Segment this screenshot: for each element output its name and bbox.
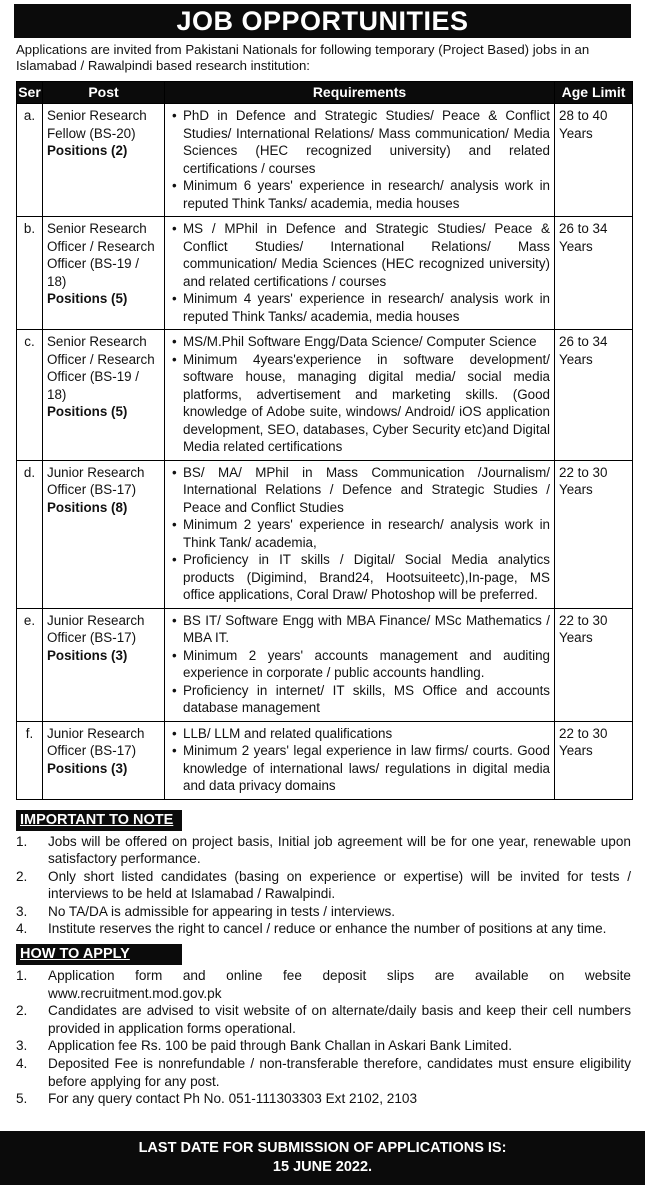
table-row	[17, 608, 633, 721]
row-post	[43, 104, 165, 217]
post-positions: Positions (3)	[47, 760, 128, 776]
post-title: Junior Research Officer (BS-17)	[47, 612, 145, 645]
row-requirements	[165, 217, 555, 330]
requirement-item: • MS/M.Phil Software Engg/Data Science/ Computer Science	[183, 333, 550, 351]
list-number: 4.	[16, 1056, 28, 1072]
list-text: Candidates are advised to visit website of on alternate/daily basis and keep their cell numbers provided in application forms operational.	[48, 1003, 631, 1036]
list-item	[16, 868, 631, 903]
table-header-row	[17, 82, 633, 104]
requirement-item: • PhD in Defence and Strategic Studies/ Peace & Conflict Studies/ International Relations/ Mass communication/ Media Sciences (HEC recognized university) and related certifications / courses	[183, 107, 550, 177]
row-requirements	[165, 330, 555, 461]
list-number: 2.	[16, 868, 28, 884]
post-positions: Positions (8)	[47, 499, 128, 515]
post-title: Junior Research Officer (BS-17)	[47, 725, 145, 758]
requirement-item: • BS IT/ Software Engg with MBA Finance/ MSc Mathematics / MBA IT.	[183, 612, 550, 647]
header-requirements: Requirements	[165, 82, 555, 104]
table-row	[17, 217, 633, 330]
requirement-item: • Minimum 6 years' experience in research/ analysis work in reputed Think Tanks/ academia, media houses	[183, 177, 550, 212]
how-to-apply-heading: HOW TO APPLY	[16, 944, 182, 965]
row-age-limit: 26 to 34 Years	[555, 330, 633, 461]
post-title: Senior Research Officer / Research Officer (BS-19 / 18)	[47, 221, 155, 289]
list-text: Application form and online fee deposit slips are available on website www.recruitment.mod.gov.pk	[48, 968, 631, 1001]
list-number: 1.	[16, 833, 28, 849]
list-number: 3.	[16, 903, 28, 919]
post-positions: Positions (2)	[47, 143, 128, 158]
list-item	[16, 920, 631, 938]
list-text: Application fee Rs. 100 be paid through Bank Challan in Askari Bank Limited.	[48, 1038, 512, 1054]
requirement-item: • Proficiency in IT skills / Digital/ Social Media analytics products (Digimind, Brand24, Hootsuiteetc),In-page, MS office applications, Coral Draw/ Photoshop will be preferred.	[183, 551, 550, 604]
row-age-limit: 22 to 30 Years	[555, 721, 633, 799]
deadline-date: 15 JUNE 2022.	[272, 1159, 373, 1175]
list-item	[16, 1002, 631, 1037]
list-number: 5.	[16, 1091, 28, 1107]
post-title: Senior Research Officer / Research Officer (BS-19 / 18)	[47, 334, 155, 402]
list-number: 1.	[16, 968, 28, 984]
row-requirements	[165, 721, 555, 799]
important-list	[16, 833, 631, 939]
table-row	[17, 460, 633, 608]
list-text: No TA/DA is admissible for appearing in tests / interviews.	[48, 903, 396, 919]
post-positions: Positions (5)	[47, 291, 128, 306]
list-item	[16, 1090, 631, 1108]
jobs-table	[16, 81, 633, 800]
table-row	[17, 721, 633, 799]
requirement-item: • Minimum 2 years' experience in research/ analysis work in Think Tank/ academia,	[183, 516, 550, 551]
list-text: Institute reserves the right to cancel / reduce or enhance the number of positions at any time.	[48, 921, 607, 937]
deadline-label: LAST DATE FOR SUBMISSION OF APPLICATIONS IS:	[138, 1140, 507, 1156]
row-post	[43, 608, 165, 721]
requirement-item: • Minimum 4 years' experience in research/ analysis work in reputed Think Tanks/ academia, media houses	[183, 290, 550, 325]
row-post	[43, 217, 165, 330]
requirement-item: • MS / MPhil in Defence and Strategic Studies/ Peace & Conflict Studies/ International Relations/ Mass communication/ Media Sciences (HEC recognized university) and related certifications / courses	[183, 220, 550, 290]
row-ser: d.	[17, 460, 43, 608]
header-post: Post	[43, 82, 165, 104]
list-text: Only short listed candidates (basing on experience or expertise) will be invited for tests / interviews to be held at Islamabad / Rawalpindi.	[48, 868, 631, 902]
requirement-item: • LLB/ LLM and related qualifications	[183, 725, 550, 743]
how-to-apply-list	[16, 967, 631, 1108]
list-text: Jobs will be offered on project basis, Initial job agreement will be for one year, renewable upon satisfactory performance.	[48, 833, 631, 867]
list-item	[16, 833, 631, 868]
row-requirements	[165, 104, 555, 217]
deadline-banner	[0, 1131, 645, 1185]
row-age-limit: 28 to 40 Years	[555, 104, 633, 217]
page-title: JOB OPPORTUNITIES	[14, 4, 631, 38]
list-text: For any query contact Ph No. 051-111303303 Ext 2102, 2103	[48, 1091, 418, 1107]
row-age-limit: 22 to 30 Years	[555, 608, 633, 721]
intro-text: Applications are invited from Pakistani Nationals for following temporary (Project Based) jobs in an Islamabad / Rawalpindi based research institution:	[16, 42, 590, 73]
table-row	[17, 330, 633, 461]
requirement-item: • Minimum 2 years' accounts management and auditing experience in corporate / public accounts handling.	[183, 647, 550, 682]
list-text: Deposited Fee is nonrefundable / non-transferable therefore, candidates must ensure eligibility before applying for any post.	[48, 1056, 631, 1089]
requirement-item: • Minimum 4years'experience in software development/ software house, managing digital media/ social media platforms, advertisement and marketing skills. (Good knowledge of Adobe suite, windows/ Android/ iOS application development, SEO, databases, Cyber Security etc)and Digital Media related certifications	[183, 351, 550, 456]
row-age-limit: 26 to 34 Years	[555, 217, 633, 330]
row-requirements	[165, 460, 555, 608]
list-item	[16, 967, 631, 1002]
row-ser: c.	[17, 330, 43, 461]
row-post	[43, 721, 165, 799]
list-number: 2.	[16, 1003, 28, 1019]
list-number: 3.	[16, 1038, 28, 1054]
row-post	[43, 330, 165, 461]
row-age-limit: 22 to 30 Years	[555, 460, 633, 608]
list-item	[16, 903, 631, 921]
row-ser: a.	[17, 104, 43, 217]
requirement-item: • Proficiency in internet/ IT skills, MS Office and accounts database management	[183, 682, 550, 717]
row-ser: f.	[17, 721, 43, 799]
post-title: Senior Research Fellow (BS-20)	[47, 108, 147, 141]
row-ser: e.	[17, 608, 43, 721]
requirement-item: • BS/ MA/ MPhil in Mass Communication /Journalism/ International Relations / Defence and Strategic Studies / Peace and Conflict Studies	[183, 464, 550, 517]
header-ser: Ser	[17, 82, 43, 104]
requirement-item: • Minimum 2 years' legal experience in law firms/ courts. Good knowledge of international laws/ regulations in digital media and data privacy domains	[183, 742, 550, 795]
post-positions: Positions (3)	[47, 647, 128, 663]
row-requirements	[165, 608, 555, 721]
list-item	[16, 1037, 631, 1055]
job-advertisement	[0, 4, 645, 1185]
list-item	[16, 1055, 631, 1090]
row-ser: b.	[17, 217, 43, 330]
list-number: 4.	[16, 921, 28, 937]
row-post	[43, 460, 165, 608]
important-heading: IMPORTANT TO NOTE	[16, 810, 182, 831]
header-age-limit: Age Limit	[555, 82, 633, 104]
post-positions: Positions (5)	[47, 404, 128, 419]
post-title: Junior Research Officer (BS-17)	[47, 464, 145, 497]
table-row	[17, 104, 633, 217]
